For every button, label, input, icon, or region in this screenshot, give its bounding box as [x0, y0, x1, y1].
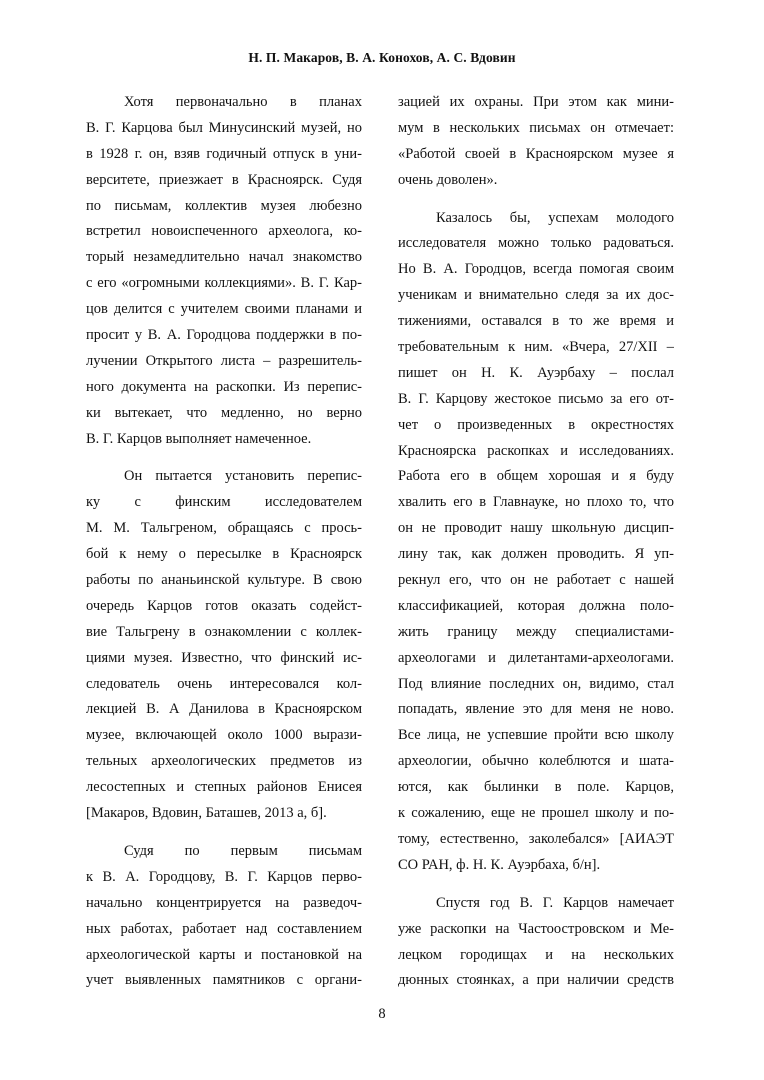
text-line: вие Тальгрену в ознакомлении с коллек- [86, 623, 362, 640]
left-text-column [86, 90, 362, 994]
text-line: В. Г. Карцов выполняет намеченное. [86, 430, 312, 447]
text-line: тижениями, оставался в то же время и [398, 313, 674, 330]
text-line: Но В. А. Городцов, всегда помогая своим [398, 261, 674, 278]
text-line: очередь Карцов готов оказать содейст- [86, 597, 362, 614]
text-line: он не проводит нашу школьную дисцип- [398, 520, 674, 537]
text-line: [Макаров, Вдовин, Баташев, 2013 а, б]. [86, 805, 327, 822]
text-line: Он пытается установить перепис- [124, 468, 362, 485]
text-line: хвалить его в Главнауке, но плохо то, что [398, 494, 674, 511]
text-line: уже раскопки на Частоостровском и Ме- [398, 920, 674, 937]
text-line: Работа его в общем хорошая и я буду [398, 468, 674, 485]
text-line: в 1928 г. он, взяв годичный отпуск в уни- [86, 145, 362, 162]
text-line: верситете, приезжает в Красноярск. Судя [86, 171, 362, 188]
text-line: Судя по первым письмам [124, 842, 362, 859]
text-line: музее, включающей около 1000 вырази- [86, 727, 362, 744]
text-line: ки вытекает, что медленно, но верно [86, 404, 362, 421]
running-header: Н. П. Макаров, В. А. Конохов, А. С. Вдовин [248, 50, 516, 65]
text-line: ку с финским исследователем [86, 494, 362, 511]
text-line: рекнул его, что он не работает с нашей [398, 572, 674, 589]
text-line: просит у В. А. Городцова поддержки в по- [86, 327, 362, 344]
text-line: ученикам и внимательно следя за их дос- [398, 287, 674, 304]
text-line: археологической карты и постановкой на [86, 946, 362, 963]
text-line: Казалось бы, успехам молодого [436, 209, 674, 226]
text-line: пишет он Н. К. Ауэрбаху – послал [398, 364, 674, 381]
page-number: 8 [378, 1006, 386, 1022]
text-line: с его «огромными коллекциями». В. Г. Кар- [86, 275, 362, 292]
text-line: тому, естественно, заколебался» [АИАЭТ [398, 830, 674, 847]
text-line: СО РАН, ф. Н. К. Ауэрбаха, б/н]. [398, 856, 601, 873]
text-line: М. М. Тальгреном, обращаясь с прось- [86, 520, 362, 537]
text-line: зацией их охраны. При этом как мини- [398, 94, 674, 110]
text-line: начально концентрируется на разведоч- [86, 894, 362, 911]
right-text-column [398, 90, 674, 994]
text-line: археологами и дилетантами-археологами. [398, 649, 674, 666]
text-line: Все лица, не успевшие пройти всю школу [398, 727, 674, 744]
text-line: ются, как былинки в поле. Карцов, [398, 779, 674, 796]
text-line: работы по ананьинской культуре. В свою [86, 572, 362, 589]
text-line: В. Г. Карцову жестокое письмо за его от- [398, 390, 674, 407]
text-line: классификацией, которая должна поло- [398, 597, 674, 614]
text-line: ных работах, работает над составлением [86, 920, 362, 937]
text-line: ного документа на раскопки. Из перепис- [86, 378, 362, 395]
text-line: «Работой своей в Красноярском музее я [398, 145, 674, 162]
text-line: В. Г. Карцова был Минусинский музей, но [86, 119, 362, 136]
text-line: чет о произведенных в окрестностях [398, 416, 674, 433]
text-line: Хотя первоначально в планах [124, 94, 362, 110]
text-line: очень доволен». [398, 171, 498, 188]
text-line: циями музея. Известно, что финский ис- [86, 649, 362, 666]
text-line: тельных археологических предметов из [86, 753, 362, 770]
text-line: к сожалению, еще не прошел школу и по- [398, 805, 674, 822]
text-line: торый незамедлительно начал знакомство [86, 249, 362, 266]
text-line: по письмам, коллектив музея любезно [86, 197, 362, 214]
text-line: лесостепных и степных районов Енисея [86, 779, 362, 796]
text-line: дюнных стоянках, а при наличии средств [398, 972, 674, 989]
text-line: жить границу между специалистами- [398, 623, 674, 640]
text-line: цов делится с учителем своими планами и [86, 301, 362, 318]
text-line: требовательным к ним. «Вчера, 27/XII – [398, 339, 674, 356]
text-line: мум в нескольких письмах он отмечает: [398, 119, 674, 136]
text-line: лину так, как должен проводить. Я уп- [398, 546, 674, 563]
text-line: исследователя можно только радоваться. [398, 235, 674, 252]
text-line: к В. А. Городцову, В. Г. Карцов перво- [86, 868, 362, 885]
text-line: лекцией В. А Данилова в Красноярском [86, 701, 362, 718]
text-line: попадать, явление это для меня не ново. [398, 701, 674, 718]
text-line: Красноярска раскопках и исследованиях. [398, 442, 674, 459]
text-line: Под влияние последних он, видимо, стал [398, 675, 674, 692]
text-line: встретил новоиспеченного археолога, ко- [86, 223, 362, 240]
text-line: следователь очень интересовался кол- [86, 675, 362, 692]
text-line: лучении Открытого листа – разрешитель- [86, 352, 362, 369]
text-line: лецком городищах и на нескольких [398, 946, 674, 963]
text-line: учет выявленных памятников с органи- [86, 972, 362, 989]
text-line: бой к нему о пересылке в Красноярск [86, 546, 362, 563]
text-line: Спустя год В. Г. Карцов намечает [436, 894, 674, 911]
text-line: археологии, обычно колеблются и шата- [398, 753, 674, 770]
